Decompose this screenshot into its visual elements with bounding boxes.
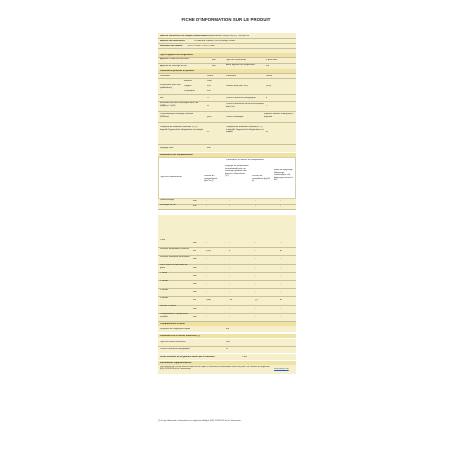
compartment-temperature: - bbox=[229, 266, 230, 269]
top-compartment-freezing-capacity: - bbox=[255, 205, 256, 208]
compartment-volume: [144] bbox=[206, 299, 211, 302]
compartment-defrost: - bbox=[280, 315, 281, 318]
compartment-volume: [232] bbox=[206, 250, 211, 253]
page-title: FICHE D'INFORMATION SUR LE PRODUIT bbox=[181, 17, 271, 22]
compartment-defrost: - bbox=[280, 266, 281, 269]
height-label: Hauteur bbox=[184, 80, 192, 82]
compartment-volume: - bbox=[206, 258, 207, 261]
energy-class-value: E bbox=[266, 97, 268, 99]
volume-label: Volume total (dm³ ou l) bbox=[226, 85, 249, 87]
other-appliance-label: Autre appareil de réfrigération bbox=[226, 64, 255, 66]
compartment-defrost: - bbox=[280, 307, 281, 310]
compartment-freezing-capacity: - bbox=[255, 266, 256, 269]
compartment-freezing-capacity: [7] bbox=[255, 299, 258, 302]
top-compartment-volume: - bbox=[206, 205, 207, 208]
compartment-freezing-capacity: - bbox=[255, 250, 256, 253]
min-temp-label: Température ambiante minimale (°C) à laquelle l'appareil de réfrigération est adapté bbox=[160, 126, 203, 131]
compartment-volume: - bbox=[206, 274, 207, 277]
supplier-name-value: Établissements Darty & fils (E.) THOMSON bbox=[207, 35, 249, 37]
energy-class-label: Classe d'efficacité énergétique bbox=[226, 97, 256, 99]
construction-label: Type de construction bbox=[226, 59, 247, 61]
guarantee-value: 2 ans bbox=[242, 356, 248, 358]
top-compartment-defrost: - bbox=[280, 205, 281, 208]
light-heading: Paramètres de la source lumineuse (*): bbox=[160, 335, 201, 337]
compartment-type: 3 étoiles bbox=[160, 288, 169, 291]
consumption-value: [48,2] bbox=[207, 116, 213, 118]
compartment-freezing-capacity: - bbox=[255, 307, 256, 310]
light-class-label: Classe d'efficacité énergétique bbox=[160, 348, 190, 350]
compartment-present: non bbox=[193, 307, 197, 310]
compartment-temperature: - bbox=[229, 274, 230, 277]
wine-storage-label: Appareil de stockage du vin bbox=[160, 65, 187, 67]
light-type-label: Type de source lumineuse bbox=[160, 341, 186, 343]
top-compartment-volume: - bbox=[206, 200, 207, 203]
noise-label: Émissions de bruit acoustique dans l'air (dB(A) re 1 pW) bbox=[160, 102, 199, 107]
top-compartment-type: Garde-manger bbox=[160, 199, 175, 202]
climate-value: tempéré étendu/ subtropicale / tropicale bbox=[264, 113, 294, 118]
width-value: 595 bbox=[207, 85, 211, 87]
compartment-defrost: - bbox=[280, 291, 281, 294]
compartment-temperature: -18 bbox=[229, 299, 233, 302]
compartment-volume: - bbox=[206, 307, 207, 310]
compartment-present: non bbox=[193, 241, 197, 244]
additional-text: Lien Internet vers le site Web du fabricant sur lequel se trouvent les informations visées au point 4 de l'annexe du règlement (UE) 2019/2016 de la Commission: bbox=[160, 366, 270, 371]
volume-value: [376] bbox=[266, 85, 271, 87]
general-header-param: Paramètre bbox=[160, 75, 171, 77]
manufacturer-link[interactable]: www.darty.com bbox=[274, 368, 289, 370]
compartment-present: non bbox=[193, 282, 197, 285]
quick-freeze-label: Dispositif de congélation rapide bbox=[160, 328, 191, 330]
compartment-freeze-header: Pouvoir de congélation (kg/24 h) bbox=[252, 175, 270, 182]
compartment-present: non bbox=[193, 274, 197, 277]
model-label: Référence du modèle: bbox=[160, 45, 183, 47]
general-heading: Paramètres généraux du produit: bbox=[160, 70, 195, 72]
compartment-temperature: - bbox=[229, 291, 230, 294]
noise-class-label: Classe d'émissions de bruit acoustique dans l'air bbox=[226, 103, 264, 108]
construction-value: à pose libre bbox=[266, 59, 278, 61]
top-compartment-freezing-capacity: - bbox=[255, 200, 256, 203]
compartment-temp-header: Réglage de température recommandé pour un stockage optimisé des denrées alimentaires (°C) bbox=[225, 165, 249, 177]
compartment-freezing-capacity: - bbox=[255, 258, 256, 261]
winter-label: Réglage hiver bbox=[160, 147, 174, 149]
compartment-defrost-header: Mode de dégivrage (dégivrage automatique = A, dégivrage manuel = M) bbox=[274, 169, 294, 181]
top-compartment-defrost: - bbox=[280, 200, 281, 203]
wine-storage-value: non bbox=[212, 65, 216, 67]
supplier-address-label: Adresse du fournisseur: bbox=[160, 40, 186, 42]
compartment-type: 4 étoiles bbox=[160, 296, 169, 299]
compartments-heading: Paramètres des compartiments: bbox=[160, 154, 194, 156]
compartment-freezing-capacity: - bbox=[255, 241, 256, 244]
noise-class-value: C bbox=[266, 105, 268, 107]
quick-freeze-value: oui bbox=[226, 328, 229, 330]
compartment-present: non bbox=[193, 266, 197, 269]
compartment-freezing-capacity: - bbox=[255, 282, 256, 285]
compartment-type: Denrées fortement périssables bbox=[160, 255, 190, 258]
light-class-value: G bbox=[226, 348, 228, 350]
other-appliance-value: oui bbox=[266, 65, 269, 67]
compartment-volume: - bbox=[206, 241, 207, 244]
max-temp-value: 43 bbox=[266, 131, 269, 133]
compartment-type: Compartiment à température variable bbox=[160, 313, 188, 318]
compartment-defrost: - bbox=[280, 282, 281, 285]
top-compartment-present: non bbox=[193, 200, 197, 203]
compartment-type: 1 étoile bbox=[160, 272, 168, 275]
four-star-heading: Compartiments 4 étoiles bbox=[160, 323, 186, 325]
top-compartment-row-divider bbox=[158, 209, 296, 210]
compartment-defrost: - bbox=[280, 241, 281, 244]
compartment-present: non bbox=[193, 291, 197, 294]
compartment-temperature: - bbox=[229, 307, 230, 310]
compartment-present: oui bbox=[193, 250, 196, 253]
top-compartment-type: Stockage du vin bbox=[160, 204, 176, 207]
depth-value: 590 bbox=[207, 90, 211, 92]
compartment-defrost: - bbox=[280, 274, 281, 277]
additional-heading: Informations supplémentaires: bbox=[160, 362, 192, 364]
compartment-freezing-capacity: - bbox=[255, 315, 256, 318]
guarantee-label: Durée minimale de la garantie offerte par le fabricant: bbox=[160, 356, 216, 358]
consumption-label: Consommation d'énergie annuelle (kWh/an) bbox=[160, 113, 194, 118]
compartments-super-header: Paramètres et valeurs du compartiment bbox=[226, 159, 265, 161]
compartment-volume: - bbox=[206, 266, 207, 269]
low-noise-label: Appareil à faible bruit de fonct. bbox=[160, 58, 190, 60]
compartment-type: Cave bbox=[160, 239, 166, 242]
eei-label: IEE bbox=[160, 97, 164, 99]
winter-value: non bbox=[207, 147, 211, 149]
min-temp-value: 10 bbox=[207, 131, 210, 133]
noise-value: 38 bbox=[207, 105, 210, 107]
dimensions-label: Dimensions hors tout (millimètres) bbox=[160, 84, 181, 89]
compartment-type: Section 2 étoiles bbox=[160, 305, 177, 307]
compartment-volume: - bbox=[206, 315, 207, 318]
compartment-present: non bbox=[193, 315, 197, 318]
compartment-type: Denrées alimentaires fraîches bbox=[160, 247, 190, 250]
compartment-volume-header: Volume du compartiment (dm³ ou l) bbox=[204, 175, 218, 182]
general-header-value-2: Valeur bbox=[266, 75, 273, 77]
compartment-temperature: - bbox=[229, 241, 230, 244]
top-compartment-temperature: - bbox=[229, 200, 230, 203]
compartment-type-header: Type de compartiment bbox=[160, 176, 182, 178]
compartment-volume: - bbox=[206, 291, 207, 294]
compartment-present: oui bbox=[193, 299, 196, 302]
eei-value: 79 bbox=[207, 97, 210, 99]
max-temp-label: Température ambiante maximale (°C) à laquelle l'appareil de réfrigération est adapté bbox=[226, 126, 264, 133]
compartment-temperature: - bbox=[229, 258, 230, 261]
compartment-temperature: 4 bbox=[229, 250, 231, 253]
general-header-value: Valeur bbox=[207, 75, 214, 77]
compartment-defrost: A bbox=[280, 250, 282, 253]
compartment-volume: - bbox=[206, 282, 207, 285]
compartment-temperature: - bbox=[229, 282, 230, 285]
compartment-defrost: A bbox=[280, 299, 282, 302]
compartment-freezing-capacity: - bbox=[255, 291, 256, 294]
compartment-present: non bbox=[193, 258, 197, 261]
supplier-address-value: 129 Avenue Gallieni, 93140 Bondy, France bbox=[194, 40, 236, 42]
top-compartment-present: non bbox=[193, 205, 197, 208]
light-type-value: LED bbox=[226, 341, 231, 343]
top-compartment-temperature: - bbox=[229, 205, 230, 208]
climate-label: Classe climatique: bbox=[226, 116, 244, 118]
compartment-temperature: - bbox=[229, 315, 230, 318]
appliance-type-heading: Type d'appareil de réfrigération: bbox=[160, 54, 194, 56]
low-noise-value: non bbox=[212, 59, 216, 61]
compartment-freezing-capacity: - bbox=[255, 274, 256, 277]
compartment-type: 2 étoiles bbox=[160, 280, 169, 283]
compartment-spacer bbox=[158, 215, 296, 239]
general-header-param-2: Paramètre bbox=[226, 75, 237, 77]
compartment-defrost: - bbox=[280, 258, 281, 261]
compartment-type: Sans étoile ou fabrication de glace bbox=[160, 264, 188, 269]
footnote: (*) tel que déterminé conformément au règlement délégué (UE) 2019/2015 de la Commission. bbox=[158, 420, 242, 422]
height-value: 1800 bbox=[207, 80, 212, 82]
supplier-name-label: Nom du fournisseur ou marque commerciale: bbox=[160, 35, 208, 37]
model-value: THCD729WH / THCD729BK bbox=[187, 45, 215, 47]
depth-label: Profondeur bbox=[184, 90, 195, 92]
width-label: Largeur bbox=[184, 85, 192, 87]
